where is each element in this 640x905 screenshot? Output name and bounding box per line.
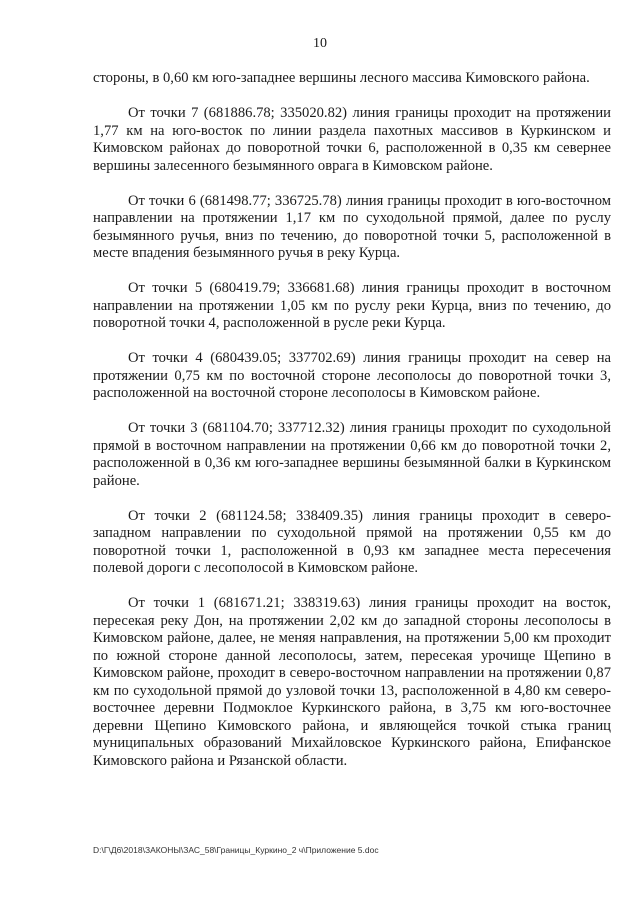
paragraph-point-3: От точки 3 (681104.70; 337712.32) линия границы проходит по суходольной прямой в восточном направлении на протяжении 0,66 км до поворотной точки 2, расположенной в 0,36 км юго-западнее вершины безымянной балки в Куркинском районе. [93,420,611,489]
paragraph-point-1: От точки 1 (681671.21; 338319.63) линия границы проходит на восток, пересекая реку Дон, на протяжении 2,02 км до западной стороны лесополосы в Кимовском районе, далее, не меняя направления, на протяжении 5,00 км проходит по южной стороне данной лесополосы, затем, пересекая урочище Щепино в Кимовском районе, проходит в северо-восточном направлении на протяжении 0,87 км по суходольной прямой до узловой точки 13, расположенной в 4,80 км северо-восточнее деревни Подмоклое Куркинского района, в 3,75 км юго-восточнее деревни Щепино Кимовского района, и являющейся точкой стыка границ муниципальных образований Михайловское Куркинского района, Епифанское Кимовского района и Рязанской области. [93,595,611,769]
paragraph-point-2: От точки 2 (681124.58; 338409.35) линия границы проходит в северо-западном направлении по суходольной прямой на протяжении 0,55 км до поворотной точки 1, расположенной в 0,93 км западнее места пересечения полевой дороги с лесополосой в Кимовском районе. [93,507,611,576]
paragraph-point-5: От точки 5 (680419.79; 336681.68) линия границы проходит в восточном направлении на протяжении 1,05 км по руслу реки Курца, вниз по течению, до поворотной точки 4, расположенной в русле реки Курца. [93,280,611,331]
paragraph-point-7: От точки 7 (681886.78; 335020.82) линия границы проходит на протяжении 1,77 км на юго-восток по линии раздела пахотных массивов в Куркинском и Кимовском районах до поворотной точки 6, расположенной в 0,35 км севернее вершины залесенного безымянного оврага в Кимовском районе. [93,105,611,174]
paragraph-continuation: стороны, в 0,60 км юго-западнее вершины лесного массива Кимовского района. [93,70,590,86]
paragraph-point-6: От точки 6 (681498.77; 336725.78) линия границы проходит в юго-восточном направлении на протяжении 1,17 км по суходольной прямой, далее по руслу безымянного ручья, вниз по течению, до поворотной точки 5, расположенной в месте впадения безымянного ручья в реку Курца. [93,192,611,261]
document-body [93,70,611,788]
footer-file-path: D:\Г\Д6\2018\ЗАКОНЫ\ЗАС_58\Границы_Куркино_2 ч\Приложение 5.doc [93,845,379,855]
paragraph-point-4: От точки 4 (680439.05; 337702.69) линия границы проходит на север на протяжении 0,75 км по восточной стороне лесополосы до поворотной точки 3, расположенной на восточной стороне лесополосы в Кимовском районе. [93,350,611,401]
page-number: 10 [313,36,327,51]
